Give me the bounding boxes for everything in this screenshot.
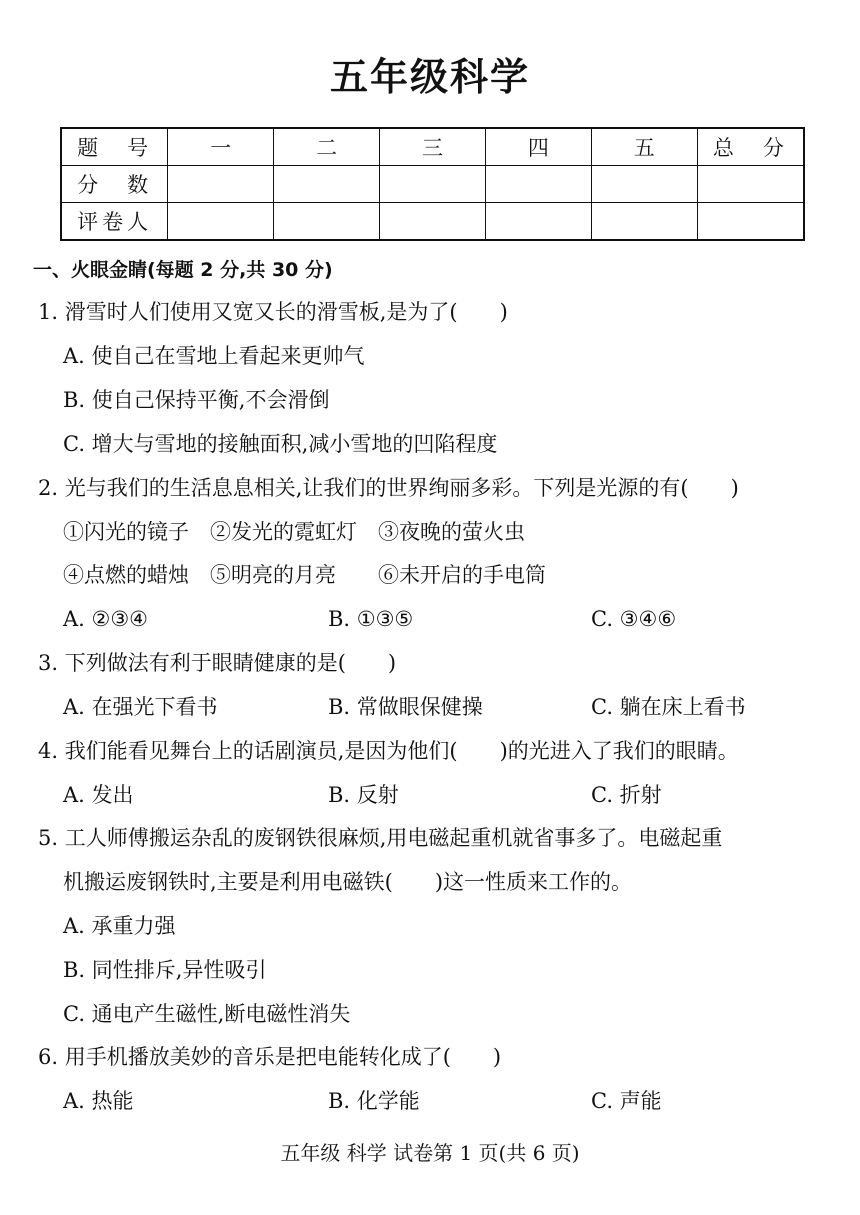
grader-cell <box>274 203 380 241</box>
question-2-items-line-1: ①闪光的镜子 ②发光的霓虹灯 ③夜晚的萤火虫 <box>63 520 525 544</box>
question-3-option-a: A. 在强光下看书 <box>63 695 218 719</box>
row-label: 分 数 <box>61 166 168 203</box>
question-6-option-c: C. 声能 <box>591 1089 662 1113</box>
score-cell <box>591 166 697 203</box>
question-2-option-b: B. ①③⑤ <box>328 607 414 631</box>
question-4-option-b: B. 反射 <box>328 783 399 807</box>
grader-cell <box>168 203 274 241</box>
question-4-option-a: A. 发出 <box>63 783 134 807</box>
question-5-stem: 5. 工人师傅搬运杂乱的废钢铁很麻烦,用电磁起重机就省事多了。电磁起重 <box>38 826 723 850</box>
score-cell <box>697 166 804 203</box>
question-3-option-b: B. 常做眼保健操 <box>328 695 483 719</box>
page-footer: 五年级 科学 试卷第 1 页(共 6 页) <box>280 1141 580 1165</box>
header-cell: 四 <box>485 128 591 166</box>
question-2-option-a: A. ②③④ <box>63 607 148 631</box>
exam-title: 五年级科学 <box>329 55 530 99</box>
question-2-stem: 2. 光与我们的生活息息相关,让我们的世界绚丽多彩。下列是光源的有( ) <box>38 476 739 500</box>
question-5-stem-continued: 机搬运废钢铁时,主要是利用电磁铁( )这一性质来工作的。 <box>63 870 633 894</box>
row-label: 评卷人 <box>61 203 168 241</box>
section-heading: 一、火眼金睛(每题 2 分,共 30 分) <box>33 259 333 281</box>
grader-row <box>61 203 804 241</box>
score-cell <box>485 166 591 203</box>
header-cell: 题 号 <box>61 128 168 166</box>
header-cell: 一 <box>168 128 274 166</box>
score-cell <box>274 166 380 203</box>
header-cell: 五 <box>591 128 697 166</box>
question-4-stem: 4. 我们能看见舞台上的话剧演员,是因为他们( )的光进入了我们的眼睛。 <box>38 739 739 763</box>
question-3-option-c: C. 躺在床上看书 <box>591 695 746 719</box>
question-6-option-b: B. 化学能 <box>328 1089 420 1113</box>
score-row <box>61 166 804 203</box>
question-2-items-line-2: ④点燃的蜡烛 ⑤明亮的月亮 ⑥未开启的手电筒 <box>63 563 546 587</box>
question-1-option-a: A. 使自己在雪地上看起来更帅气 <box>63 344 365 368</box>
question-5-option-c: C. 通电产生磁性,断电磁性消失 <box>63 1002 351 1026</box>
grader-cell <box>380 203 486 241</box>
header-cell: 总 分 <box>697 128 804 166</box>
question-1-option-b: B. 使自己保持平衡,不会滑倒 <box>63 388 330 412</box>
question-6-stem: 6. 用手机播放美妙的音乐是把电能转化成了( ) <box>38 1045 502 1069</box>
header-cell: 三 <box>380 128 486 166</box>
grader-cell <box>591 203 697 241</box>
score-table-header-row <box>61 128 804 166</box>
grader-cell <box>697 203 804 241</box>
question-4-option-c: C. 折射 <box>591 783 662 807</box>
question-1-option-c: C. 增大与雪地的接触面积,减小雪地的凹陷程度 <box>63 432 498 456</box>
question-5-option-a: A. 承重力强 <box>63 914 176 938</box>
question-5-option-b: B. 同性排斥,异性吸引 <box>63 958 267 982</box>
question-1-stem: 1. 滑雪时人们使用又宽又长的滑雪板,是为了( ) <box>38 300 508 324</box>
question-3-stem: 3. 下列做法有利于眼睛健康的是( ) <box>38 651 397 675</box>
score-cell <box>168 166 274 203</box>
question-2-option-c: C. ③④⑥ <box>591 607 677 631</box>
grader-cell <box>485 203 591 241</box>
score-table <box>60 127 805 241</box>
question-6-option-a: A. 热能 <box>63 1089 134 1113</box>
header-cell: 二 <box>274 128 380 166</box>
score-cell <box>380 166 486 203</box>
